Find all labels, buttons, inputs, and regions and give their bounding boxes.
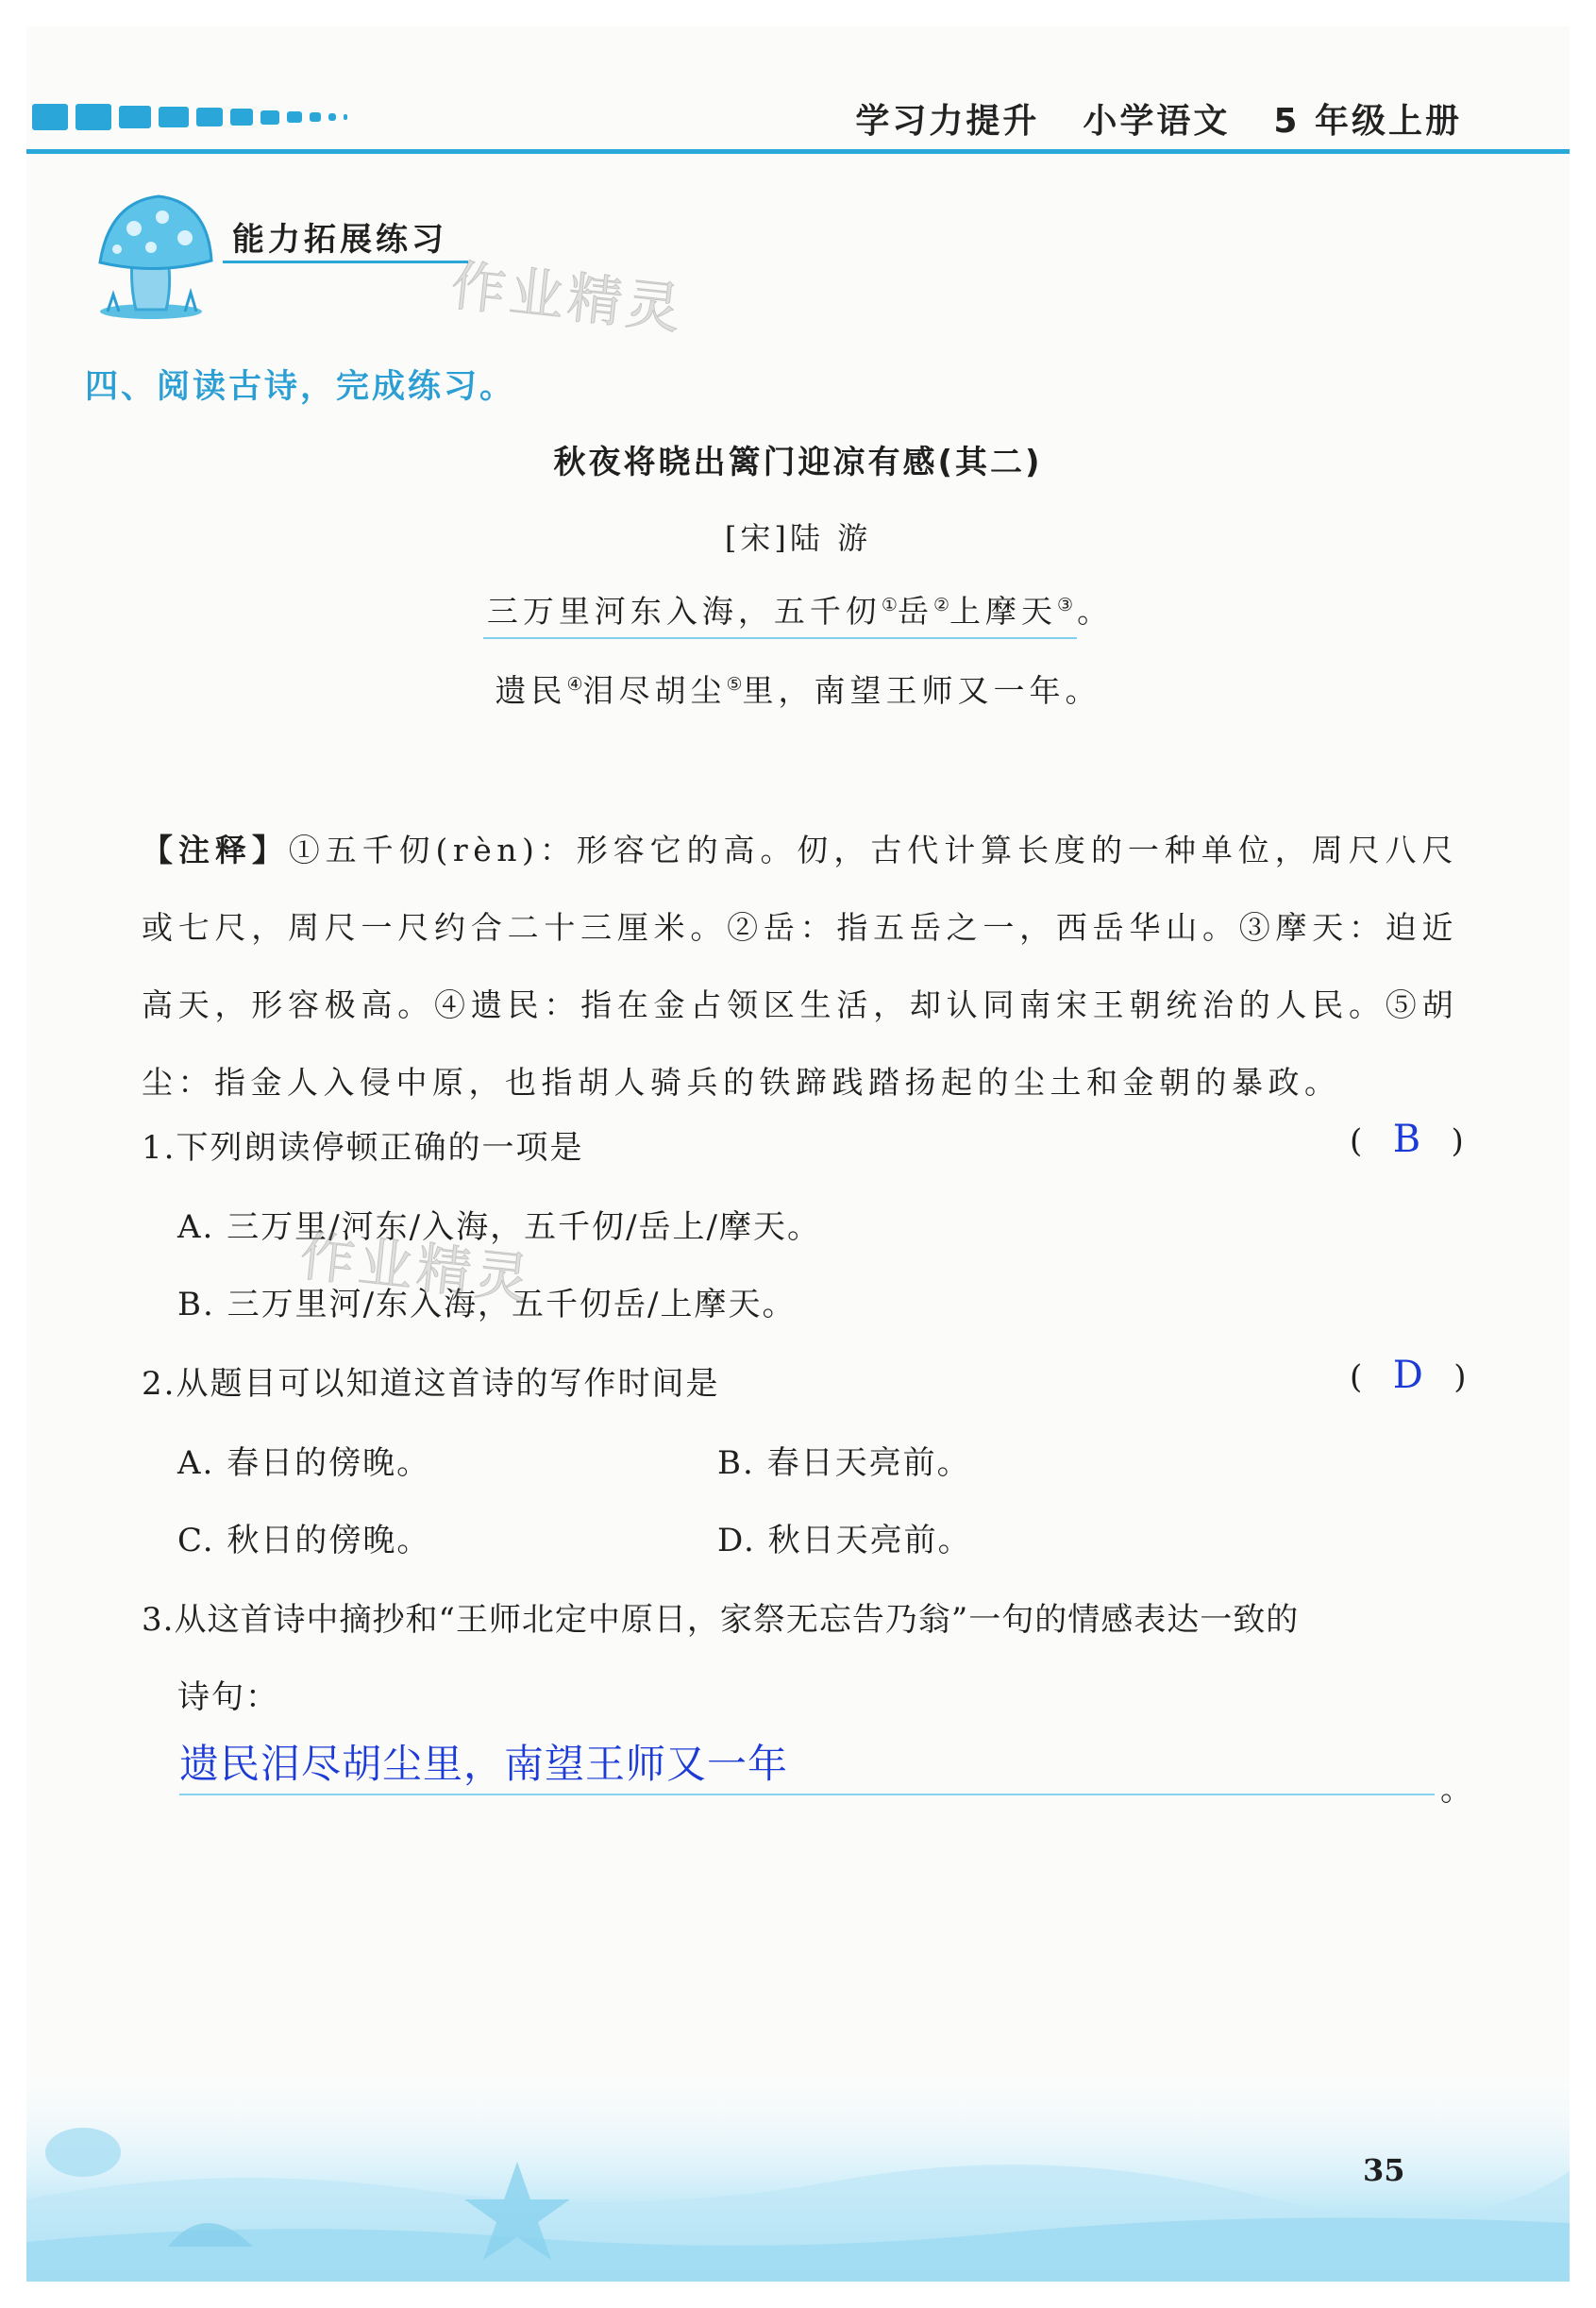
poem-line-2 <box>0 666 1596 711</box>
q2-option-c: C. 秋日的傍晚。 <box>177 1522 431 1559</box>
note-ref: ④ <box>566 674 583 695</box>
poem-text: 遗民 <box>495 672 567 709</box>
bracket-close: ) <box>1451 1122 1464 1160</box>
poem-text: 三万里河东入海，五千仞 <box>486 593 882 630</box>
bracket-close: ) <box>1453 1358 1467 1396</box>
poem-line-1 <box>0 587 1596 632</box>
bracket-open: ( <box>1350 1358 1363 1396</box>
q2-answer-bracket <box>1350 1354 1466 1397</box>
q1-option-b: B. 三万里河/东入海，五千仞岳/上摩天。 <box>177 1286 797 1323</box>
poem-author: [宋]陆 游 <box>724 520 872 556</box>
poem-text: 岳 <box>897 593 933 630</box>
section-title: 能力拓展练习 <box>232 221 447 259</box>
header-title <box>855 94 1462 143</box>
q2-answer: D <box>1392 1354 1423 1397</box>
header-rule <box>26 149 1570 154</box>
poem-text: 。 <box>1077 593 1114 630</box>
note-ref: ② <box>932 595 950 615</box>
header-decoration <box>32 100 347 134</box>
q3-stem-2: 诗句： <box>177 1678 279 1716</box>
q2-option-b: B. 春日天亮前。 <box>717 1444 971 1482</box>
ocean-decoration <box>26 2058 1570 2282</box>
poem-title: 秋夜将晓出篱门迎凉有感(其二) <box>553 444 1043 481</box>
q1-stem: 1.下列朗读停顿正确的一项是 <box>142 1129 584 1167</box>
poem-text: 上摩天 <box>949 593 1058 630</box>
mushroom-icon <box>94 189 217 321</box>
q1-answer-bracket <box>1350 1118 1464 1161</box>
annotations <box>142 812 1458 1121</box>
header-series: 学习力提升 <box>855 102 1040 141</box>
note-ref: ③ <box>1057 595 1074 615</box>
page-number: 35 <box>1363 2152 1405 2188</box>
q2-option-a: A. 春日的傍晚。 <box>177 1444 431 1482</box>
section-underline <box>223 261 468 263</box>
header-subject: 小学语文 <box>1083 102 1231 141</box>
watermark: 作业精灵 <box>296 1223 537 1312</box>
answer-line <box>179 1794 1435 1795</box>
poem-text: 泪尽胡尘 <box>582 672 727 709</box>
annotations-label: 【注释】 <box>142 832 289 868</box>
note-ref: ⑤ <box>726 674 743 695</box>
q1-option-a: A. 三万里/河东/入海，五千仞/岳上/摩天。 <box>177 1208 821 1246</box>
header-grade: 5 年级上册 <box>1273 102 1462 141</box>
q1-answer: B <box>1392 1118 1421 1161</box>
question-heading: 四、阅读古诗，完成练习。 <box>85 368 516 406</box>
q2-stem: 2.从题目可以知道这首诗的写作时间是 <box>142 1365 720 1403</box>
note-ref: ① <box>881 595 898 615</box>
q3-stem: 3.从这首诗中摘抄和“王师北定中原日，家祭无忘告乃翁”一句的情感表达一致的 <box>142 1601 1300 1639</box>
poem-text: 里，南望王师又一年。 <box>742 672 1101 709</box>
q2-option-d: D. 秋日天亮前。 <box>717 1522 972 1559</box>
q3-end-mark: 。 <box>1440 1771 1474 1809</box>
annotations-text: ①五千仞(rèn)：形容它的高。仞，古代计算长度的一种单位，周尺八尺或七尺，周尺一尺约合二十三厘米。②岳：指五岳之一，西岳华山。③摩天：迫近高天，形容极高。④遗民：指在金占领区生活，却认同南宋王朝统治的人民。⑤胡尘：指金人入侵中原，也指胡人骑兵的铁蹄践踏扬起的尘土和金朝的暴政。 <box>142 832 1458 1101</box>
q3-answer: 遗民泪尽胡尘里，南望王师又一年 <box>179 1741 789 1787</box>
bracket-open: ( <box>1350 1122 1363 1160</box>
watermark: 作业精灵 <box>447 253 688 342</box>
